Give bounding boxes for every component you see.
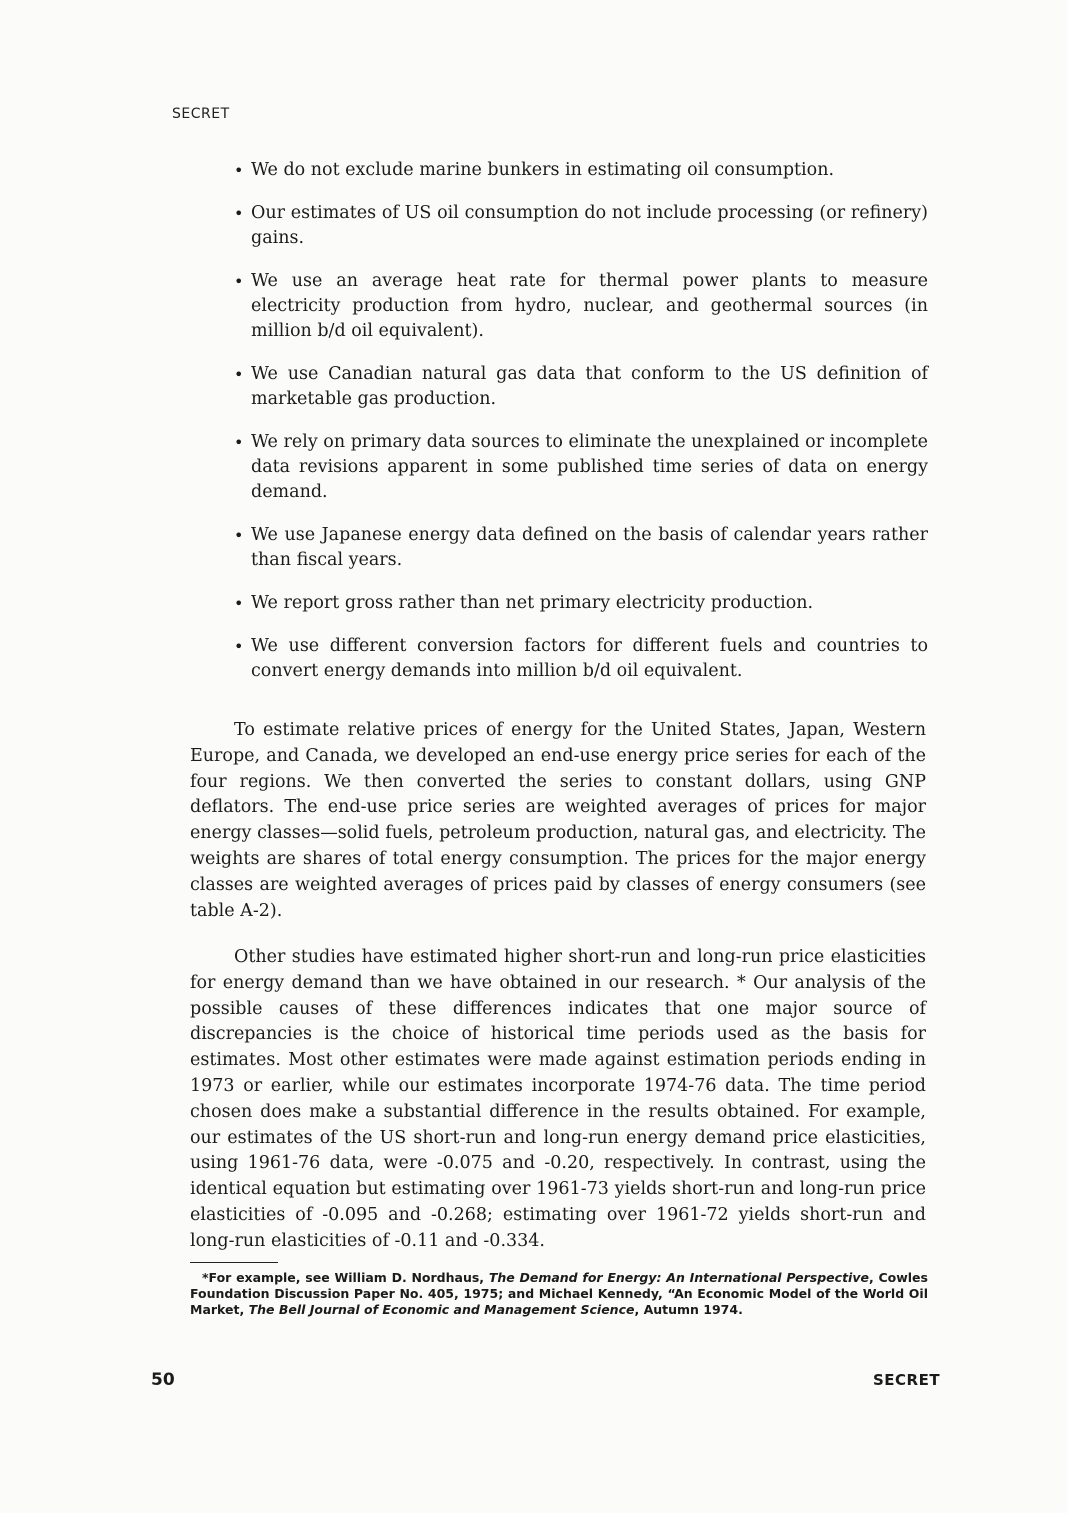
- footnote-lead: *For example, see William D. Nordhaus,: [202, 1270, 489, 1285]
- bullet-text: We use different conversion factors for different fuels and countries to convert energy demands into million b/d oil equivalent.: [251, 636, 928, 681]
- bullet-item: [230, 634, 928, 684]
- bullet-text: We do not exclude marine bunkers in estimating oil consumption.: [251, 160, 835, 180]
- bullet-text: We rely on primary data sources to eliminate the unexplained or incomplete data revisions apparent in some published time series of data on energy demand.: [251, 432, 928, 502]
- bullet-dot-icon: •: [234, 204, 244, 223]
- footnote-divider: [190, 1262, 278, 1263]
- bullet-dot-icon: •: [234, 161, 244, 180]
- bullet-text: Our estimates of US oil consumption do not include processing (or refinery) gains.: [251, 203, 928, 248]
- bullet-item: [230, 430, 928, 505]
- bullet-text: We use an average heat rate for thermal power plants to measure electricity production from hydro, nuclear, and geothermal sources (in million b/d oil equivalent).: [251, 271, 928, 341]
- footnote-mid: , Cowles Foundation Discussion Paper No. 405, 1975; and Michael Kennedy, “An Economic Model of the World Oil Market,: [190, 1270, 928, 1317]
- bullet-list: [230, 158, 928, 702]
- paragraph-elasticities: Other studies have estimated higher short-run and long-run price elasticities for energy demand than we have obtained in our research. * Our analysis of the possible causes of these differences indicates that one major source of discrepancies is the choice of historical time periods used as the basis for estimates. Most other estimates were made against estimation periods ending in 1973 or earlier, while our estimates incorporate 1974-76 data. The time period chosen does make a substantial difference in the results obtained. For example, our estimates of the US short-run and long-run energy demand price elasticities, using 1961-76 data, were -0.075 and -0.20, respectively. In contrast, using the identical equation but estimating over 1961-73 yields short-run and long-run price elasticities of -0.095 and -0.268; estimating over 1961-72 yields short-run and long-run elasticities of -0.11 and -0.334.: [190, 947, 926, 1251]
- bullet-text: We report gross rather than net primary electricity production.: [251, 593, 814, 613]
- bullet-item: [230, 362, 928, 412]
- bullet-item: [230, 158, 928, 183]
- bullet-item: [230, 201, 928, 251]
- bullet-dot-icon: •: [234, 594, 244, 613]
- bullet-text: We use Japanese energy data defined on the basis of calendar years rather than fiscal years.: [251, 525, 928, 570]
- bullet-item: [230, 269, 928, 344]
- bullet-text: We use Canadian natural gas data that conform to the US definition of marketable gas production.: [251, 364, 928, 409]
- bullet-dot-icon: •: [234, 526, 244, 545]
- bullet-dot-icon: •: [234, 433, 244, 452]
- bullet-item: [230, 523, 928, 573]
- footnote-title-1: The Demand for Energy: An International Perspective: [488, 1270, 869, 1285]
- bullet-item: [230, 591, 928, 616]
- bullet-dot-icon: •: [234, 272, 244, 291]
- classification-header: SECRET: [172, 106, 230, 122]
- bullet-dot-icon: •: [234, 365, 244, 384]
- paragraph-energy-prices: To estimate relative prices of energy for the United States, Japan, Western Europe, and Canada, we developed an end-use energy price series for each of the four regions. We then converted the series to constant dollars, using GNP deflators. The end-use price series are weighted averages of prices for major energy classes—solid fuels, petroleum production, natural gas, and electricity. The weights are shares of total energy consumption. The prices for the major energy classes are weighted averages of prices paid by classes of energy consumers (see table A-2).: [190, 720, 926, 921]
- classification-footer: SECRET: [873, 1371, 941, 1389]
- footnote-tail: , Autumn 1974.: [634, 1302, 743, 1317]
- footnote: [190, 1270, 928, 1318]
- bullet-dot-icon: •: [234, 637, 244, 656]
- footnote-title-2: The Bell Journal of Economic and Management Science: [248, 1302, 635, 1317]
- page-number: 50: [151, 1370, 175, 1390]
